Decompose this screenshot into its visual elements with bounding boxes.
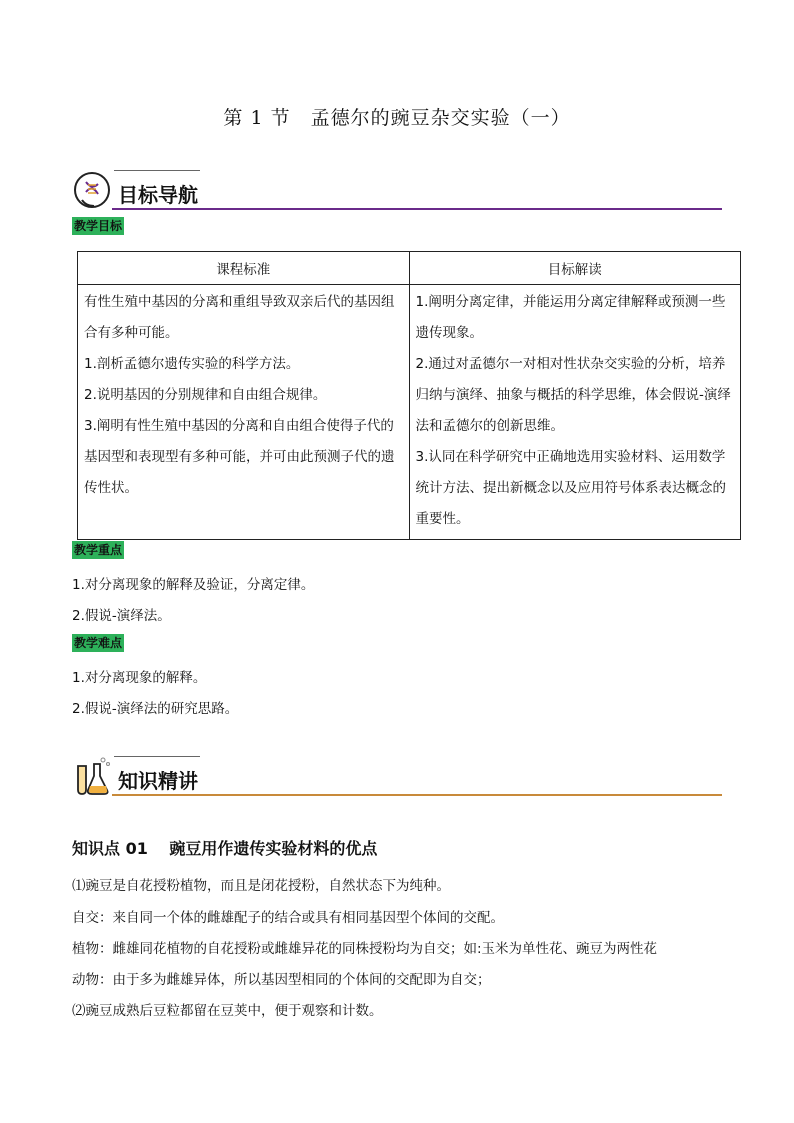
page-title: 第 1 节 孟德尔的豌豆杂交实验（一） (223, 107, 571, 129)
interpretation-cell (409, 285, 741, 540)
table-header-standard: 课程标准 (78, 252, 410, 285)
difficult-point-item: 2.假说-演绎法的研究思路。 (72, 701, 239, 717)
key-point-item: 2.假说-演绎法。 (72, 608, 171, 624)
goals-table (77, 251, 741, 540)
header-top-rule (114, 756, 200, 757)
standard-cell (78, 285, 410, 540)
standard-item: 1.剖析孟德尔遗传实验的科学方法。 (84, 356, 300, 372)
header-bottom-rule (112, 208, 722, 210)
standard-item: 2.说明基因的分别规律和自由组合规律。 (84, 387, 327, 403)
interpretation-item: 1.阐明分离定律，并能运用分离定律解释或预测一些遗传现象。 (415, 294, 726, 341)
standard-item: 3.阐明有性生殖中基因的分离和自由组合使得子代的基因型和表现型有多种可能，并可由此预测子代的遗传性状。 (84, 418, 395, 496)
knowledge-line: ⑴豌豆是自花授粉植物，而且是闭花授粉，自然状态下为纯种。 (72, 878, 450, 894)
knowledge-line: 自交：来自同一个体的雌雄配子的结合或具有相同基因型个体间的交配。 (72, 910, 504, 926)
key-points-label: 教学重点 (74, 543, 123, 557)
dna-head-icon (72, 170, 112, 210)
key-point-item: 1.对分离现象的解释及验证，分离定律。 (72, 577, 315, 593)
knowledge-line: 植物：雌雄同花植物的自花授粉或雌雄异花的同株授粉均为自交；如:玉米为单性花、豌豆为两性花 (72, 941, 658, 957)
table-header-interpretation: 目标解读 (409, 252, 741, 285)
section-title: 目标导航 (118, 183, 198, 207)
section-title: 知识精讲 (118, 769, 198, 793)
lab-flask-icon (72, 756, 112, 796)
interpretation-item: 3.认同在科学研究中正确地选用实验材料、运用数学统计方法、提出新概念以及应用符号体系表达概念的重要性。 (415, 449, 726, 527)
standard-item: 有性生殖中基因的分离和重组导致双亲后代的基因组合有多种可能。 (84, 294, 395, 341)
knowledge-line: 动物：由于多为雌雄异体，所以基因型相同的个体间的交配即为自交； (72, 972, 491, 988)
section-header-knowledge (72, 756, 722, 802)
knowledge-line: ⑵豌豆成熟后豆粒都留在豆荚中，便于观察和计数。 (72, 1003, 383, 1019)
teaching-goals-label: 教学目标 (74, 219, 123, 233)
header-top-rule (114, 170, 200, 171)
knowledge-point-title: 知识点 01 豌豆用作遗传实验材料的优点 (72, 839, 378, 858)
section-header-goals (72, 170, 722, 216)
difficult-point-item: 1.对分离现象的解释。 (72, 670, 207, 686)
header-bottom-rule (112, 794, 722, 796)
interpretation-item: 2.通过对孟德尔一对相对性状杂交实验的分析，培养归纳与演绎、抽象与概括的科学思维，体会假说-演绎法和孟德尔的创新思维。 (415, 356, 731, 434)
difficult-points-label: 教学难点 (74, 636, 123, 650)
